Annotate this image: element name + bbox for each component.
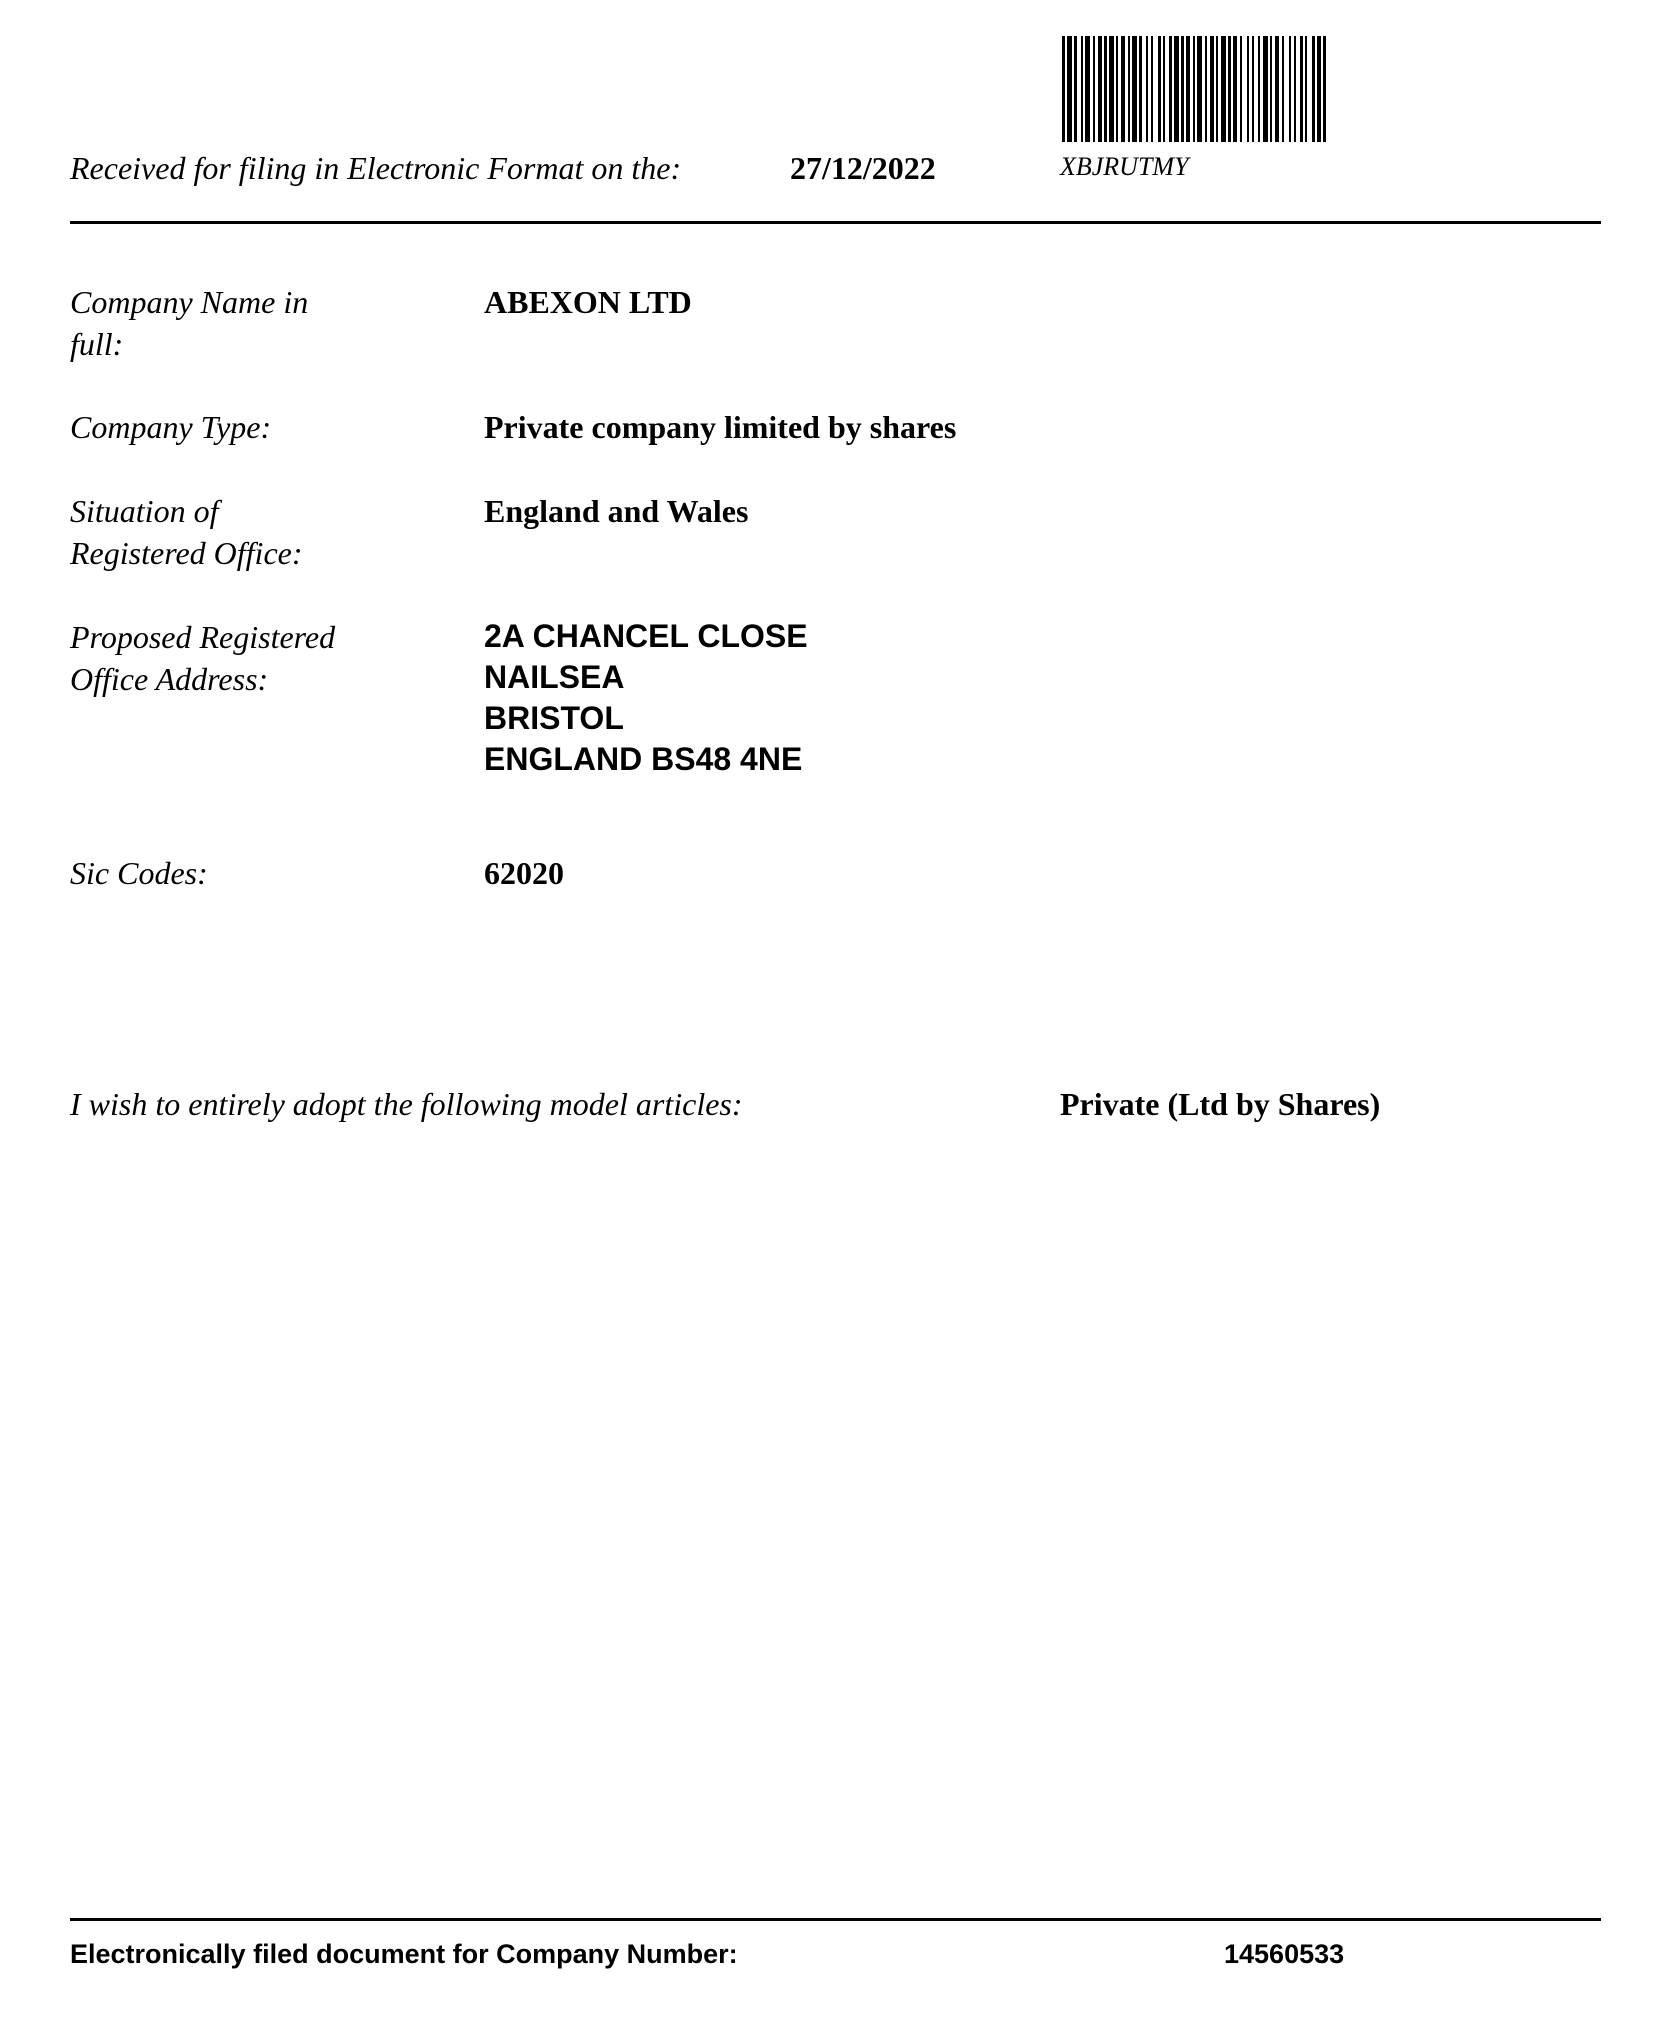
- barcode-bar: [1121, 36, 1125, 142]
- barcode-bar: [1233, 36, 1237, 142]
- barcode-bar: [1263, 36, 1268, 142]
- barcode-bar: [1186, 36, 1190, 142]
- barcode-bar: [1074, 36, 1077, 142]
- header-divider: [70, 221, 1601, 224]
- barcode-text: XBJRUTMY: [1060, 152, 1189, 181]
- footer-company-number: 14560533: [1224, 1939, 1345, 1969]
- sic-codes-value: 62020: [484, 855, 564, 891]
- situation-label-line-1: Situation of: [70, 493, 219, 529]
- received-date: 27/12/2022: [790, 150, 936, 186]
- barcode-bar: [1109, 36, 1114, 142]
- barcode-bar: [1093, 36, 1095, 142]
- company-type-label: Company Type:: [70, 409, 272, 445]
- company-name-label: [70, 281, 308, 365]
- address-label: [70, 616, 335, 700]
- barcode-bar: [1163, 36, 1165, 142]
- barcode-bar: [1104, 36, 1107, 142]
- barcode-bar: [1275, 36, 1279, 142]
- situation-value: England and Wales: [484, 493, 749, 529]
- barcode-bar: [1116, 36, 1118, 142]
- sic-codes-label: Sic Codes:: [70, 855, 208, 891]
- footer-divider: [70, 1918, 1601, 1921]
- barcode-bar: [1252, 36, 1254, 142]
- barcode-bar: [1067, 36, 1072, 142]
- company-name-value: ABEXON LTD: [484, 284, 692, 320]
- barcode-bar: [1221, 36, 1226, 142]
- barcode-bar: [1151, 36, 1153, 142]
- barcode-bar: [1193, 36, 1195, 142]
- barcode-bar: [1289, 36, 1291, 142]
- barcode-bar: [1323, 36, 1326, 142]
- address-line-1: 2A CHANCEL CLOSE: [484, 618, 808, 654]
- barcode-bar: [1210, 36, 1214, 142]
- situation-label-line-2: Registered Office:: [70, 535, 303, 571]
- barcode-bar: [1128, 36, 1130, 142]
- barcode-bar: [1240, 36, 1242, 142]
- address-line-2: NAILSEA: [484, 659, 625, 695]
- barcode-bar: [1098, 36, 1102, 142]
- barcode-bar: [1062, 36, 1065, 142]
- barcode: [1062, 36, 1602, 142]
- barcode-bar: [1139, 36, 1142, 142]
- address-label-line-1: Proposed Registered: [70, 619, 336, 655]
- company-name-label-line-2: full:: [70, 326, 124, 362]
- barcode-bar: [1247, 36, 1249, 142]
- barcode-bar: [1258, 36, 1260, 142]
- barcode-bar: [1132, 36, 1137, 142]
- barcode-bar: [1317, 36, 1321, 142]
- barcode-bar: [1300, 36, 1303, 142]
- articles-value: Private (Ltd by Shares): [1060, 1086, 1381, 1122]
- barcode-bar: [1174, 36, 1179, 142]
- company-name-label-line-1: Company Name in: [70, 284, 309, 320]
- barcode-bar: [1205, 36, 1207, 142]
- footer-label: Electronically filed document for Company Number:: [70, 1939, 738, 1969]
- address-line-3: BRISTOL: [484, 700, 624, 736]
- barcode-bar: [1085, 36, 1090, 142]
- barcode-bar: [1312, 36, 1315, 142]
- barcode-bar: [1169, 36, 1172, 142]
- barcode-bar: [1197, 36, 1202, 142]
- address-label-line-2: Office Address:: [70, 661, 269, 697]
- barcode-bar: [1216, 36, 1218, 142]
- barcode-bar: [1270, 36, 1272, 142]
- situation-label: [70, 490, 303, 574]
- address-line-4: ENGLAND BS48 4NE: [484, 741, 803, 777]
- barcode-bar: [1181, 36, 1184, 142]
- articles-label: I wish to entirely adopt the following model articles:: [70, 1086, 743, 1122]
- barcode-bar: [1294, 36, 1296, 142]
- company-type-value: Private company limited by shares: [484, 409, 957, 445]
- barcode-bar: [1305, 36, 1307, 142]
- received-label: Received for filing in Electronic Format on the:: [70, 150, 682, 186]
- barcode-bar: [1158, 36, 1161, 142]
- barcode-bar: [1282, 36, 1284, 142]
- barcode-bar: [1228, 36, 1231, 142]
- barcode-bar: [1146, 36, 1148, 142]
- address-value: [484, 616, 808, 780]
- barcode-bar: [1081, 36, 1083, 142]
